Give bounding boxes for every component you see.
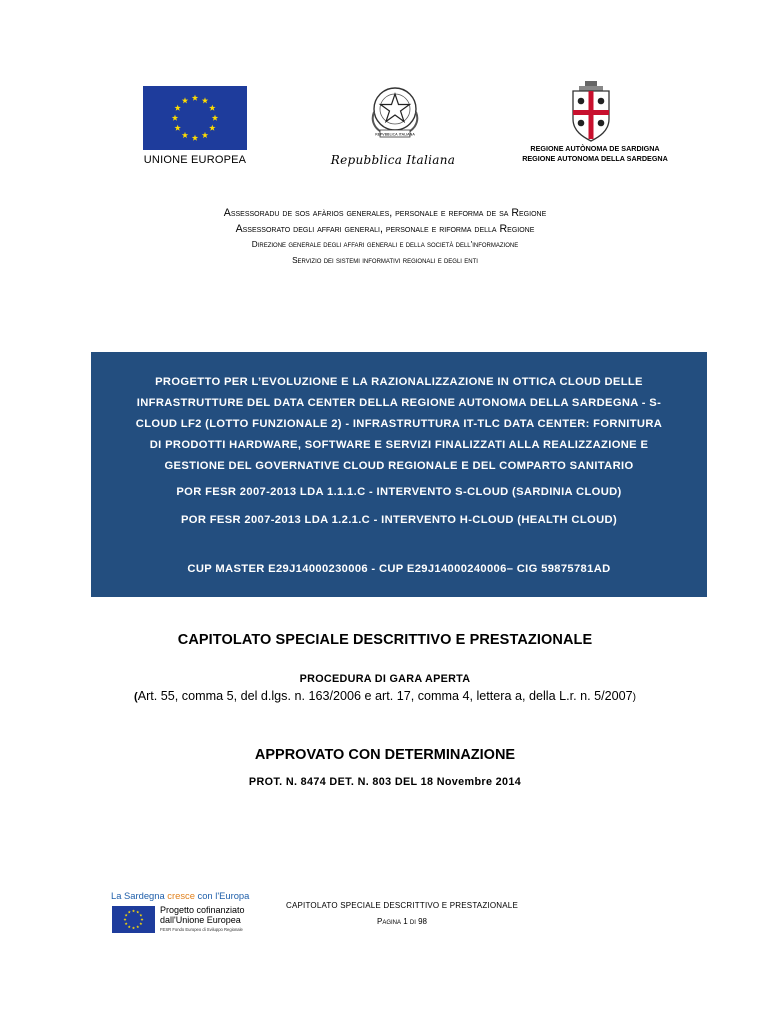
eu-star-icon bbox=[139, 914, 142, 917]
project-title-box bbox=[91, 352, 707, 597]
eu-star-icon bbox=[192, 135, 198, 141]
project-title-line: INFRASTRUTTURE DEL DATA CENTER DELLA REGIONE AUTONOMA DELLA SARDEGNA - S- bbox=[136, 397, 662, 409]
eu-star-icon bbox=[128, 911, 131, 914]
project-title-line: CLOUD LF2 (LOTTO FUNZIONALE 2) - INFRASTRUTTURA IT-TLC DATA CENTER: FORNITURA bbox=[135, 418, 663, 430]
direzione-line: Direzione generale degli affari generali e della società dell'informazione bbox=[251, 240, 519, 249]
footer-eu-cofinance-logo bbox=[111, 890, 256, 938]
eu-star-icon bbox=[192, 95, 198, 101]
cofinance-line-2: dall'Unione Europea bbox=[160, 915, 241, 925]
page-number: Pagina 1 di 98 bbox=[376, 917, 428, 926]
project-title bbox=[101, 372, 697, 477]
procedure-type: PROCEDURA DI GARA APERTA bbox=[299, 673, 471, 685]
eu-star-icon bbox=[125, 914, 128, 917]
cofinance-line-1: Progetto cofinanziato bbox=[160, 905, 245, 915]
eu-star-icon bbox=[202, 97, 208, 103]
project-title-line: DI PRODOTTI HARDWARE, SOFTWARE E SERVIZI FINALIZZATI ALLA REALIZZAZIONE E bbox=[149, 439, 649, 451]
page-footer bbox=[262, 898, 542, 930]
slogan-part-2: cresce bbox=[167, 890, 195, 901]
footer-eu-flag-icon bbox=[112, 906, 155, 933]
por-fesr-h-cloud: POR FESR 2007-2013 LDA 1.2.1.C - INTERVENTO H-CLOUD (HEALTH CLOUD) bbox=[180, 514, 618, 526]
regione-sardegna-label bbox=[500, 144, 690, 164]
eu-star-icon bbox=[132, 909, 135, 912]
eu-star-icon bbox=[209, 125, 215, 131]
slogan-part-3: con l'Europa bbox=[194, 890, 250, 901]
legal-reference-text: Art. 55, comma 5, del d.lgs. n. 163/2006 e art. 17, comma 4, lettera a, della L.r. n. 5/2007 bbox=[137, 689, 633, 703]
servizio-line: Servizio dei sistemi informativi regionali e degli enti bbox=[292, 256, 478, 265]
eu-flag-icon bbox=[143, 86, 247, 150]
eu-star-icon bbox=[123, 918, 126, 921]
eu-star-icon bbox=[139, 922, 142, 925]
cofinance-text bbox=[160, 905, 245, 925]
eu-star-icon bbox=[212, 115, 218, 121]
eu-star-icon bbox=[136, 911, 139, 914]
project-title-line: GESTIONE DEL GOVERNATIVE CLOUD REGIONALE E DEL COMPARTO SANITARIO bbox=[164, 460, 634, 472]
eu-star-icon bbox=[182, 97, 188, 103]
eu-star-icon bbox=[140, 918, 143, 921]
italian-emblem-icon bbox=[366, 82, 424, 142]
sardegna-line-2: REGIONE AUTONOMA DELLA SARDEGNA bbox=[522, 154, 668, 163]
assessorato-header bbox=[0, 205, 770, 269]
eu-star-icon bbox=[136, 925, 139, 928]
approval-heading: APPROVATO CON DETERMINAZIONE bbox=[254, 747, 516, 763]
assessorato-line-1: Assessoradu de sos afàrios generales, personale e reforma de sa Regione bbox=[223, 207, 547, 219]
eu-star-icon bbox=[209, 105, 215, 111]
legal-reference bbox=[0, 689, 770, 703]
eu-star-icon bbox=[172, 115, 178, 121]
sardegna-line-1: REGIONE AUTÒNOMA DE SARDIGNA bbox=[530, 144, 660, 153]
por-fesr-s-cloud: POR FESR 2007-2013 LDA 1.1.1.C - INTERVENTO S-CLOUD (SARDINIA CLOUD) bbox=[176, 486, 622, 498]
eu-star-icon bbox=[128, 925, 131, 928]
project-title-line: PROGETTO PER L’EVOLUZIONE E LA RAZIONALIZZAZIONE IN OTTICA CLOUD DELLE bbox=[155, 376, 643, 388]
footer-doc-title: CAPITOLATO SPECIALE DESCRITTIVO E PRESTAZIONALE bbox=[286, 901, 518, 910]
protocol-reference: PROT. N. 8474 DET. N. 803 DEL 18 Novembre 2014 bbox=[248, 776, 522, 788]
emblem-text: REPVBBLICA ITALIANA bbox=[375, 132, 415, 137]
eu-star-icon bbox=[125, 922, 128, 925]
sardegna-shield-icon bbox=[567, 79, 615, 143]
fesr-label: FESR Fondo Europeo di Sviluppo Regionale bbox=[160, 927, 243, 932]
sardegna-cresce-slogan bbox=[111, 890, 249, 901]
eu-star-icon bbox=[132, 926, 135, 929]
slogan-part-1: La Sardegna bbox=[111, 890, 168, 901]
eu-star-icon bbox=[174, 125, 180, 131]
repubblica-italiana-label: Repubblica Italiana bbox=[330, 153, 456, 167]
document-title: CAPITOLATO SPECIALE DESCRITTIVO E PRESTAZIONALE bbox=[177, 632, 593, 648]
eu-star-icon bbox=[182, 132, 188, 138]
eu-star-icon bbox=[174, 105, 180, 111]
paren-close: ) bbox=[632, 692, 636, 703]
eu-label: UNIONE EUROPEA bbox=[143, 154, 247, 166]
eu-stars-icon bbox=[143, 86, 247, 150]
cup-cig-codes: CUP MASTER E29J14000230006 - CUP E29J14000240006– CIG 59875781AD bbox=[187, 563, 611, 575]
paren-open: ( bbox=[134, 691, 138, 703]
eu-star-icon bbox=[202, 132, 208, 138]
assessorato-line-2: Assessorato degli affari generali, personale e riforma della Regione bbox=[235, 223, 535, 235]
